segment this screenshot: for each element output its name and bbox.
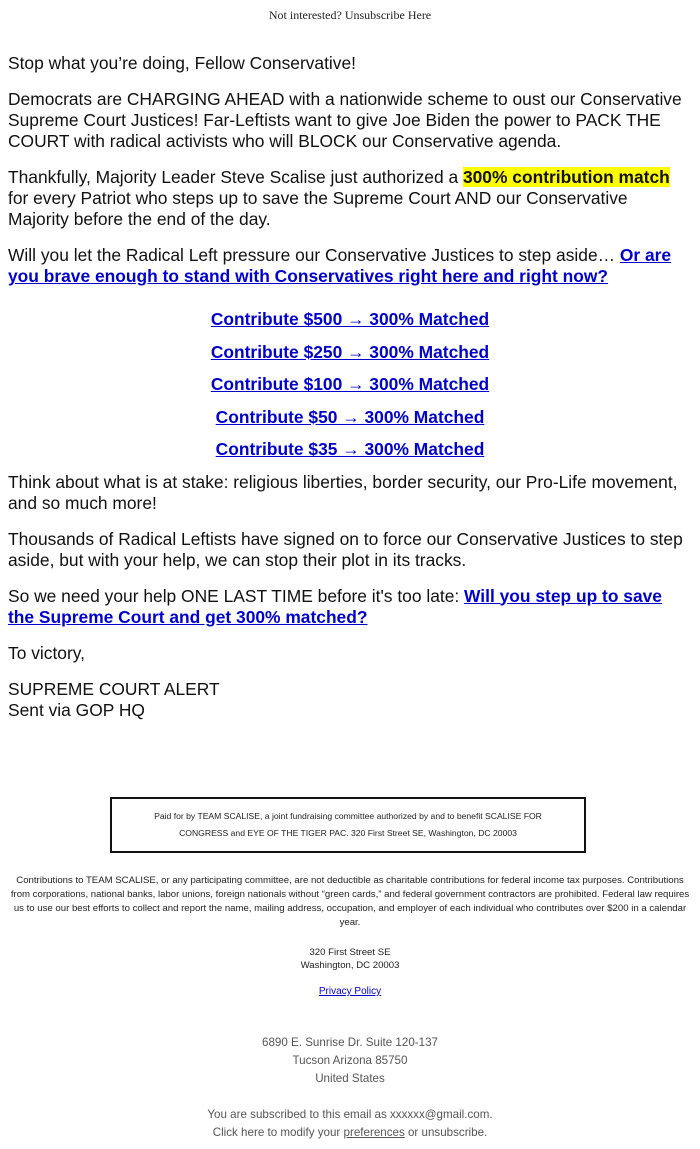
modify-preferences-line <box>0 1124 700 1142</box>
modify-text-before: Click here to modify your <box>212 1126 344 1139</box>
preferences-link[interactable]: preferences <box>343 1126 405 1139</box>
signature-line-1: SUPREME COURT ALERT <box>8 678 220 699</box>
paragraph-2 <box>8 167 692 230</box>
p2-text-before: Thankfully, Majority Leader Steve Scalise just authorized a <box>8 167 463 187</box>
paid-for-text: Paid for by TEAM SCALISE, a joint fundraising committee authorized by and to benefit SCALISE FOR CONGRESS and EYE OF THE TIGER PAC. 320 First Street SE, Washington, DC 20003 <box>154 811 542 838</box>
paragraph-6 <box>8 586 692 628</box>
contribution-match-highlight: 300% contribution match <box>462 167 670 187</box>
unsubscribe-link[interactable]: Not interested? Unsubscribe Here <box>268 8 432 22</box>
address-line-2: Washington, DC 20003 <box>300 960 400 971</box>
paid-for-disclaimer-box <box>110 797 586 853</box>
greeting: Stop what you’re doing, Fellow Conservative! <box>8 53 356 73</box>
privacy-policy-row <box>0 986 700 997</box>
p3-text-before: Will you let the Radical Left pressure our Conservative Justices to step aside… <box>8 245 620 265</box>
contribution-buttons <box>8 309 692 472</box>
contribute-250-link[interactable]: Contribute $250 → 300% Matched <box>210 341 490 362</box>
email-body <box>8 53 692 736</box>
cta-row <box>8 342 692 375</box>
modify-text-after: or unsubscribe. <box>404 1126 488 1139</box>
contribute-500-link[interactable]: Contribute $500 → 300% Matched <box>210 309 490 329</box>
signature <box>8 679 692 721</box>
paragraph-3 <box>8 245 692 287</box>
subscription-info <box>0 1106 700 1142</box>
cta-row <box>8 407 692 440</box>
cta-row <box>8 374 692 407</box>
mail-line-3: United States <box>315 1072 385 1085</box>
subscribed-text: You are subscribed to this email as xxxxxx@gmail.com. <box>207 1108 493 1121</box>
privacy-policy-link[interactable]: Privacy Policy <box>318 986 382 997</box>
stand-with-conservatives-link[interactable]: Or are you brave enough to stand with Conservatives right here and right now? <box>8 245 672 286</box>
mail-line-1: 6890 E. Sunrise Dr. Suite 120-137 <box>262 1036 438 1049</box>
contribute-35-link[interactable]: Contribute $35 → 300% Matched <box>215 439 485 459</box>
contribution-disclaimer: Contributions to TEAM SCALISE, or any participating committee, are not deductible as charitable contributions for federal income tax purposes. Contributions from corporations, national banks, labor unions, foreign nationals without “green cards,” and federal government contractors are prohibited. Federal law requires us to use our best efforts to collect and report the name, mailing address, occupation, and employer of each individual who contributes over $200 in a calendar year. <box>10 875 690 928</box>
committee-address <box>0 946 700 972</box>
paragraph-4: Think about what is at stake: religious liberties, border security, our Pro-Life movement, and so much more! <box>8 471 678 513</box>
mailing-address <box>0 1034 700 1088</box>
cta-row <box>8 309 692 342</box>
contribute-100-link[interactable]: Contribute $100 → 300% Matched <box>210 374 490 394</box>
cta-row <box>8 439 692 472</box>
contribute-50-link[interactable]: Contribute $50 → 300% Matched <box>215 406 485 427</box>
save-supreme-court-link[interactable]: Will you step up to save the Supreme Court and get 300% matched? <box>8 585 662 627</box>
closing: To victory, <box>8 642 85 663</box>
mail-line-2: Tucson Arizona 85750 <box>292 1054 408 1067</box>
paragraph-5: Thousands of Radical Leftists have signed on to force our Conservative Justices to step aside, but with your help, we can stop their plot in its tracks. <box>8 528 683 570</box>
p2-text-after: for every Patriot who steps up to save the Supreme Court AND our Conservative Majority before the end of the day. <box>8 188 628 229</box>
paragraph-1: Democrats are CHARGING AHEAD with a nationwide scheme to oust our Conservative Supreme Court Justices! Far-Leftists want to give Joe Biden the power to PACK THE COURT with radical activists who will BLOCK our Conservative agenda. <box>8 89 682 151</box>
p6-text-before: So we need your help ONE LAST TIME before it's too late: <box>8 585 465 606</box>
address-line-1: 320 First Street SE <box>309 947 391 958</box>
signature-line-2: Sent via GOP HQ <box>8 699 145 720</box>
